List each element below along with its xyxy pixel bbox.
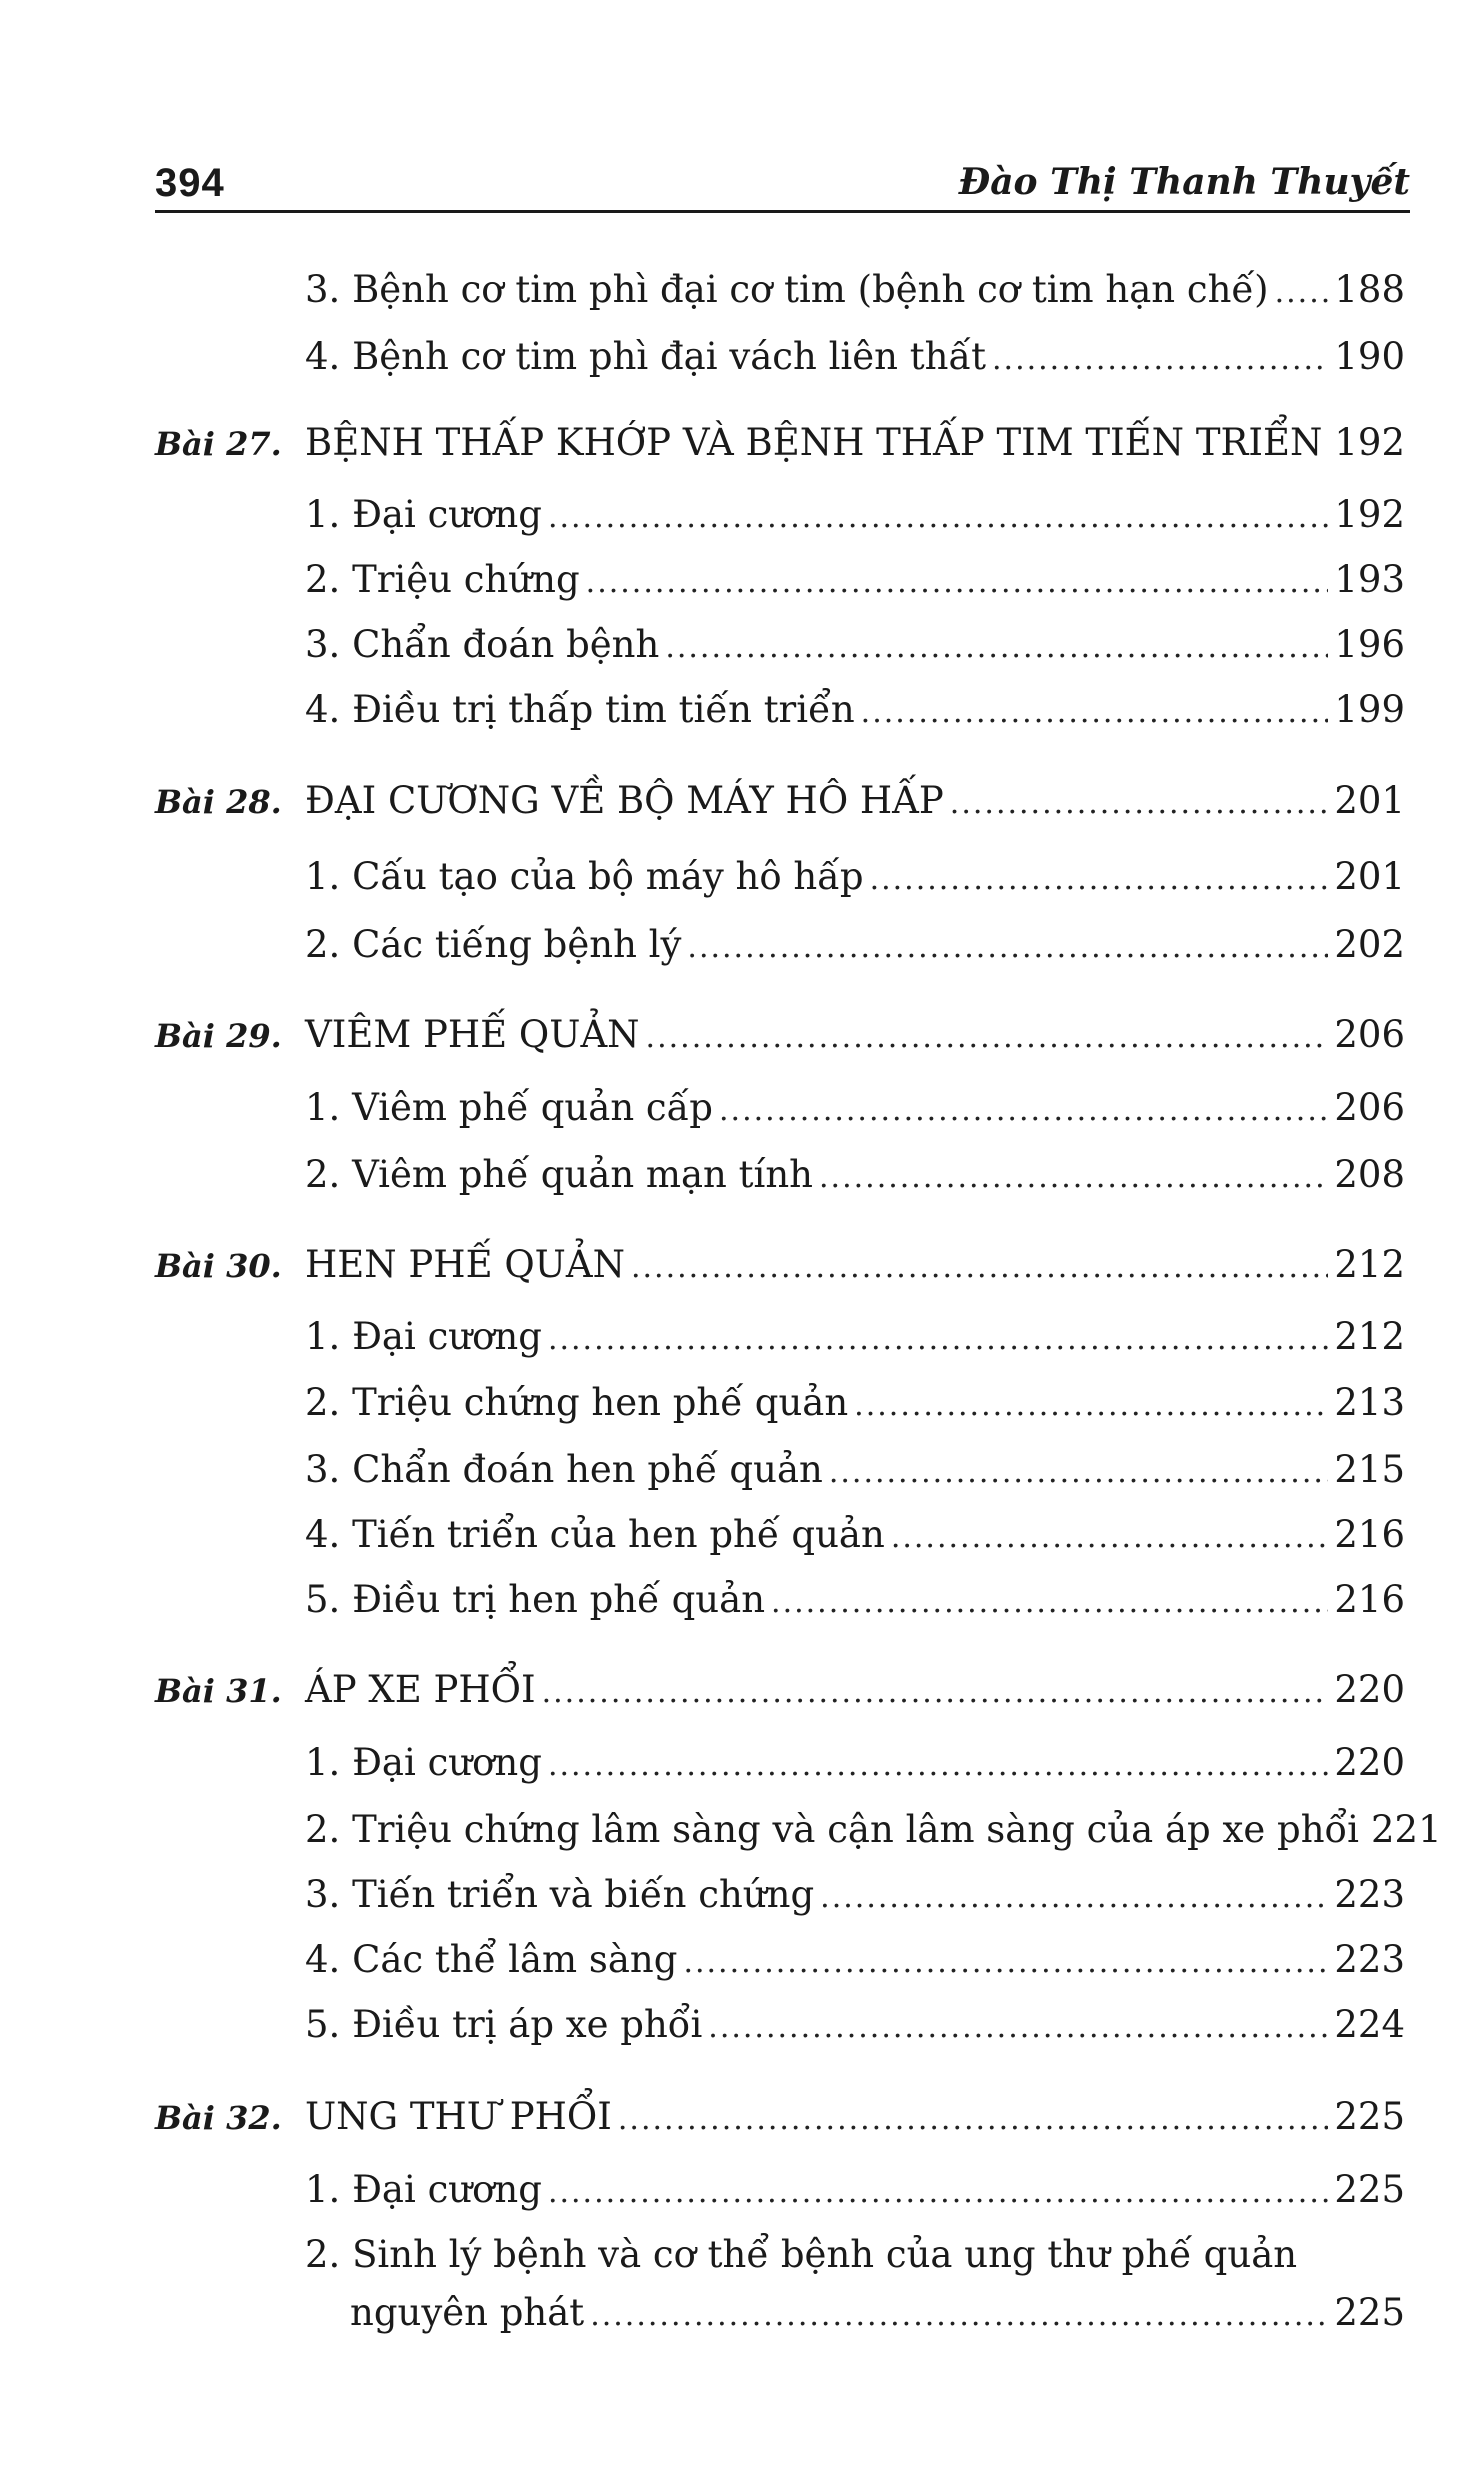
toc-entry[interactable] xyxy=(305,265,1405,318)
lesson-page: 206 xyxy=(1334,1013,1405,1056)
toc-lesson[interactable] xyxy=(155,1240,1405,1293)
dot-leader xyxy=(646,1013,1329,1063)
toc-entry-title: 4. Điều trị thấp tim tiến triển xyxy=(305,688,855,731)
toc-entry-page: 193 xyxy=(1334,558,1405,601)
toc-entry[interactable] xyxy=(305,1870,1405,1923)
toc-entry-page: 224 xyxy=(1334,2003,1405,2046)
dot-leader xyxy=(950,779,1329,829)
toc-entry-page: 206 xyxy=(1334,1086,1405,1129)
toc-entry-page: 202 xyxy=(1334,923,1405,966)
toc-entry-page: 216 xyxy=(1334,1578,1405,1621)
lesson-page: 212 xyxy=(1334,1243,1405,1286)
toc-entry-page: 188 xyxy=(1334,268,1405,311)
toc-entry-page: 212 xyxy=(1334,1315,1405,1358)
toc-entry-page: 220 xyxy=(1334,1741,1405,1784)
dot-leader xyxy=(771,1578,1328,1628)
toc-entry-title: 2. Triệu chứng hen phế quản xyxy=(305,1381,849,1424)
dot-leader xyxy=(992,335,1328,385)
toc-entry-title: 1. Đại cương xyxy=(305,2168,542,2211)
toc-entry[interactable] xyxy=(305,1510,1405,1563)
dot-leader xyxy=(590,2291,1328,2341)
dot-leader xyxy=(618,2095,1328,2145)
toc-entry-title: 1. Đại cương xyxy=(305,1315,542,1358)
toc-entry-title: 3. Bệnh cơ tim phì đại cơ tim (bệnh cơ tim hạn chế) xyxy=(305,268,1269,311)
lesson-label: Bài 31. xyxy=(155,1672,282,1710)
header-rule xyxy=(155,210,1410,213)
toc-entry-page: 221 xyxy=(1371,1808,1442,1851)
toc-lesson[interactable] xyxy=(155,2092,1405,2145)
toc-entry-title: 5. Điều trị hen phế quản xyxy=(305,1578,766,1621)
dot-leader xyxy=(719,1086,1328,1136)
toc-entry[interactable] xyxy=(305,2000,1405,2053)
dot-leader xyxy=(586,558,1329,608)
toc-entry-title: 2. Triệu chứng lâm sàng và cận lâm sàng của áp xe phổi xyxy=(305,1808,1360,1851)
toc-entry-title: 3. Chẩn đoán hen phế quản xyxy=(305,1448,823,1491)
toc-entry-title: 1. Viêm phế quản cấp xyxy=(305,1086,713,1129)
dot-leader xyxy=(854,1381,1328,1431)
toc-entry-title: 3. Tiến triển và biến chứng xyxy=(305,1873,815,1916)
lesson-title: HEN PHẾ QUẢN xyxy=(305,1243,625,1286)
lesson-title: ĐẠI CƯƠNG VỀ BỘ MÁY HÔ HẤP xyxy=(305,779,944,822)
toc-entry[interactable] xyxy=(305,920,1405,973)
lesson-page: 192 xyxy=(1334,421,1405,464)
toc-entry-page: 201 xyxy=(1334,855,1405,898)
toc-entry[interactable] xyxy=(305,852,1405,905)
lesson-label: Bài 27. xyxy=(155,425,282,463)
toc-entry-page: 225 xyxy=(1334,2168,1405,2211)
dot-leader xyxy=(548,1315,1328,1365)
toc-entry-title: 2. Viêm phế quản mạn tính xyxy=(305,1153,814,1196)
dot-leader xyxy=(891,1513,1329,1563)
toc-entry[interactable] xyxy=(305,555,1405,608)
dot-leader xyxy=(542,1668,1329,1718)
toc-entry[interactable] xyxy=(305,1445,1405,1498)
dot-leader xyxy=(870,855,1329,905)
dot-leader xyxy=(548,2168,1328,2218)
toc-entry-first-line[interactable]: 2. Sinh lý bệnh và cơ thể bệnh của ung thư phế quản xyxy=(305,2233,1298,2276)
toc-entry-title: 2. Các tiếng bệnh lý xyxy=(305,923,682,966)
toc-entry[interactable] xyxy=(305,332,1405,385)
lesson-title: ÁP XE PHỔI xyxy=(305,1668,536,1711)
toc-entry-page: 223 xyxy=(1334,1873,1405,1916)
toc-entry-page: 215 xyxy=(1334,1448,1405,1491)
toc-entry-page: 190 xyxy=(1334,335,1405,378)
toc-entry[interactable] xyxy=(350,2288,1405,2341)
toc-entry[interactable] xyxy=(305,1738,1405,1791)
dot-leader xyxy=(548,493,1328,543)
lesson-page: 220 xyxy=(1334,1668,1405,1711)
dot-leader xyxy=(631,1243,1328,1293)
dot-leader xyxy=(708,2003,1328,2053)
toc-entry[interactable] xyxy=(305,1805,1442,1858)
toc-lesson[interactable] xyxy=(155,1010,1405,1063)
toc-lesson[interactable] xyxy=(155,418,1405,471)
lesson-title: BỆNH THẤP KHỚP VÀ BỆNH THẤP TIM TIẾN TRIỂN xyxy=(305,421,1323,464)
toc-entry-page: 199 xyxy=(1334,688,1405,731)
toc-entry[interactable] xyxy=(305,1575,1405,1628)
toc-entry[interactable] xyxy=(305,685,1405,738)
lesson-label: Bài 30. xyxy=(155,1247,282,1285)
toc-entry-page: 192 xyxy=(1334,493,1405,536)
toc-entry[interactable] xyxy=(305,1312,1405,1365)
dot-leader xyxy=(683,1938,1328,1988)
lesson-label: Bài 32. xyxy=(155,2099,282,2137)
toc-entry-page: 213 xyxy=(1334,1381,1405,1424)
toc-entry-title: 4. Tiến triển của hen phế quản xyxy=(305,1513,885,1556)
toc-entry-page: 196 xyxy=(1334,623,1405,666)
toc-entry-title: 5. Điều trị áp xe phổi xyxy=(305,2003,703,2046)
dot-leader xyxy=(665,623,1328,673)
page-header xyxy=(155,155,1410,215)
toc-entry-title: 1. Đại cương xyxy=(305,493,542,536)
lesson-title: UNG THƯ PHỔI xyxy=(305,2095,612,2138)
lesson-page: 225 xyxy=(1334,2095,1405,2138)
lesson-page: 201 xyxy=(1334,779,1405,822)
toc-entry-title: 4. Các thể lâm sàng xyxy=(305,1938,678,1981)
toc-entry[interactable] xyxy=(305,620,1405,673)
toc-entry-title: 1. Đại cương xyxy=(305,1741,542,1784)
dot-leader xyxy=(687,923,1328,973)
running-head-author: Đào Thị Thanh Thuyết xyxy=(958,161,1410,203)
dot-leader xyxy=(829,1448,1329,1498)
toc-entry-title: 2. Triệu chứng xyxy=(305,558,580,601)
toc-lesson[interactable] xyxy=(155,776,1405,829)
toc-entry-title: 3. Chẩn đoán bệnh xyxy=(305,623,660,666)
toc-entry[interactable] xyxy=(305,490,1405,543)
toc-entry[interactable] xyxy=(305,1150,1405,1203)
dot-leader xyxy=(548,1741,1328,1791)
dot-leader xyxy=(861,688,1329,738)
dot-leader xyxy=(820,1873,1328,1923)
toc-entry-title: nguyên phát xyxy=(350,2291,585,2334)
toc-entry[interactable] xyxy=(305,1083,1405,1136)
lesson-label: Bài 29. xyxy=(155,1017,282,1055)
toc-entry-title: 1. Cấu tạo của bộ máy hô hấp xyxy=(305,855,864,898)
toc-entry-page: 208 xyxy=(1334,1153,1405,1196)
toc-entry-page: 223 xyxy=(1334,1938,1405,1981)
dot-leader xyxy=(819,1153,1328,1203)
toc-entry-page: 225 xyxy=(1334,2291,1405,2334)
toc-lesson[interactable] xyxy=(155,1665,1405,1718)
toc-entry-title: 4. Bệnh cơ tim phì đại vách liên thất xyxy=(305,335,986,378)
toc-entry[interactable] xyxy=(305,1378,1405,1431)
toc-entry[interactable] xyxy=(305,2165,1405,2218)
dot-leader xyxy=(1275,268,1329,318)
lesson-label: Bài 28. xyxy=(155,783,282,821)
lesson-title: VIÊM PHẾ QUẢN xyxy=(305,1013,640,1056)
toc-entry[interactable] xyxy=(305,1935,1405,1988)
toc-entry-page: 216 xyxy=(1334,1513,1405,1556)
page-number: 394 xyxy=(155,161,225,205)
